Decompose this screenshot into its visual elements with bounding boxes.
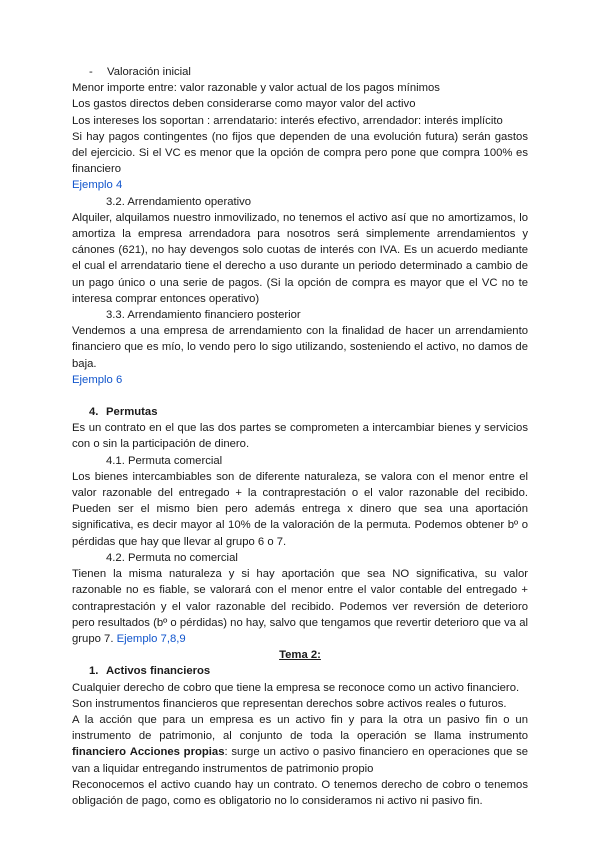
- paragraph-instrumento: [72, 712, 528, 777]
- heading-title: Activos financieros: [106, 665, 211, 678]
- text-line: Los gastos directos deben considerarse como mayor valor del activo: [72, 98, 416, 111]
- paragraph-permutas: Es un contrato en el que las dos partes se comprometen a intercambiar bienes y servicios con o sin la participación de dinero.: [72, 422, 528, 451]
- paragraph-4-2-text: Tienen la misma naturaleza y si hay aportación que sea NO significativa, su valor razonable no es fiable, se valorará con el menor entre el valor contable del entregado + contraprestación y el valor razonable del recibido. Podemos ver reversión de deterioro pero resultados (bº o pérdidas) no hay, salvo que tengamos que revertir deterioro que va al grupo 7.: [72, 568, 528, 645]
- link-ejemplo-7-8-9[interactable]: Ejemplo 7,8,9: [116, 632, 186, 645]
- acciones-propias-text: : surge un activo o pasivo financiero en operaciones que se van a liquidar entregando instrumentos de patrimonio propio: [72, 746, 529, 775]
- paragraph-4-2: [72, 566, 528, 647]
- subheading-3-2: 3.2. Arrendamiento operativo: [106, 195, 252, 208]
- subheading-3-3: 3.3. Arrendamiento financiero posterior: [106, 309, 301, 322]
- text-line: Son instrumentos financieros que representan derechos sobre activos reales o futuros.: [72, 697, 507, 710]
- text-line: Cualquier derecho de cobro que tiene la empresa se reconoce como un activo financiero.: [72, 681, 520, 694]
- label-acciones-propias: Acciones propias: [129, 746, 225, 759]
- heading-title: Permutas: [106, 406, 158, 419]
- subheading-4-1: 4.1. Permuta comercial: [106, 454, 223, 467]
- bullet-text: Valoración inicial: [107, 66, 191, 78]
- heading-activos-financieros: [72, 663, 528, 679]
- link-ejemplo-6[interactable]: Ejemplo 6: [72, 373, 123, 386]
- paragraph-instrumento-text: A la acción que para un empresa es un activo fin y para la otra un pasivo fin o un instrumento de patrimonio, al conjunto de toda la operación se llama instrumento: [72, 713, 528, 743]
- paragraph-4-1: Los bienes intercambiables son de diferente naturaleza, se valora con el menor entre el valor razonable del entregado + la contraprestación o el valor razonable del recibido. Pueden ser el mismo bien pero además entrega x dinero que sea una aportación significativa, es decir mayor al 10% de la valoración de la permuta. Podemos obtener bº o pérdidas que hay que llevar al grupo 6 o 7.: [72, 470, 528, 548]
- subheading-4-2: 4.2. Permuta no comercial: [106, 551, 238, 564]
- heading-number: 4.: [89, 406, 99, 419]
- tema-2-title: Tema 2:: [279, 649, 321, 662]
- heading-number: 1.: [89, 665, 99, 678]
- dash-bullet: -: [89, 66, 93, 78]
- text-line: Menor importe entre: valor razonable y valor actual de los pagos mínimos: [72, 82, 440, 95]
- link-ejemplo-4[interactable]: Ejemplo 4: [72, 179, 123, 192]
- heading-permutas: [72, 404, 528, 420]
- paragraph-3-2: Alquiler, alquilamos nuestro inmovilizado, no tenemos el activo así que no amortizamos, lo amortiza la empresa arrendadora para nosotros será simplemente arrendamientos y cánones (621), no hay devengos solo cuotas de interés con IVA. Es un acuerdo mediante el cual el arrendatario tiene el derecho a uso durante un periodo determinado a cambio de un pago único o una serie de pagos. (Si la opción de compra es mayor que el VC no te interesa comprar entonces operativo): [72, 211, 528, 305]
- bold-financiero: financiero: [72, 746, 126, 759]
- paragraph-3-3: Vendemos a una empresa de arrendamiento con la finalidad de hacer un arrendamiento financiero que es mío, lo vendo pero lo sigo utilizando, sosteniendo el activo, no damos de baja.: [72, 325, 528, 370]
- text-line: Los intereses los soportan : arrendatario: interés efectivo, arrendador: interés implícito: [72, 114, 503, 127]
- paragraph-contingentes: Si hay pagos contingentes (no fijos que dependen de una evolución futura) serán gastos del ejercicio. Si el VC es menor que la opción de compra pero pone que compra 100% es financiero: [72, 130, 528, 176]
- paragraph-reconocimiento: Reconocemos el activo cuando hay un contrato. O tenemos derecho de cobro o tenemos obligación de pago, como es obligatorio no lo consideramos ni activo ni pasivo fin.: [72, 778, 528, 807]
- bullet-valoracion: [72, 64, 528, 80]
